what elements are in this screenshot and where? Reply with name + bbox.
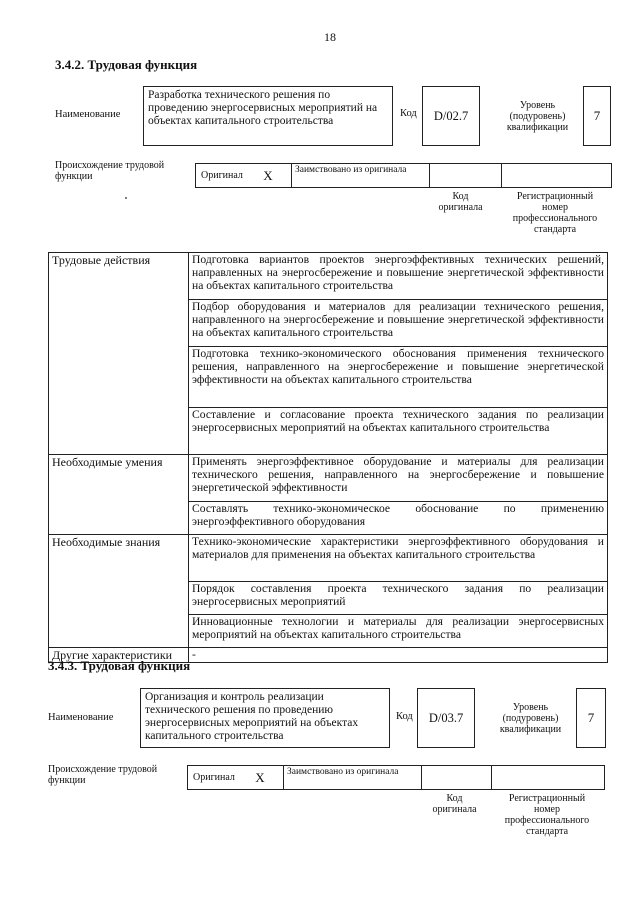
code-label: Код bbox=[400, 108, 417, 119]
name-label: Наименование bbox=[48, 712, 114, 724]
row-category: Трудовые действия bbox=[49, 253, 189, 455]
level-value-box: 7 bbox=[576, 688, 606, 748]
reg-number-caption: Регистрационный номер профессионального стандарта bbox=[504, 793, 590, 837]
code-value-box: D/03.7 bbox=[417, 688, 475, 748]
origin-row bbox=[195, 163, 612, 188]
original-mark: X bbox=[263, 167, 273, 183]
origin-row bbox=[187, 765, 605, 790]
origin-label: Происхождение трудовой функции bbox=[55, 160, 165, 182]
divider bbox=[291, 164, 292, 187]
divider bbox=[283, 766, 284, 789]
section-title: 3.4.2. Трудовая функция bbox=[55, 57, 198, 72]
function-name-box: Организация и контроль реализации технического решения по проведению энергосервисных мероприятий на объектах капитального строительства bbox=[140, 688, 390, 748]
table-item: Составление и согласование проекта технического задания по реализации энергосервисных мероприятий на объектах капитального строительства bbox=[189, 408, 608, 455]
code-value-box: D/02.7 bbox=[422, 86, 480, 146]
table-row bbox=[49, 455, 608, 502]
code-label: Код bbox=[396, 711, 413, 722]
table-item: Подбор оборудования и материалов для реализации технического решения, направленного на энергосбережение и повышение энергетической эффективности на объектах капитального строительства bbox=[189, 300, 608, 347]
function-name-box: Разработка технического решения по проведению энергосервисных мероприятий на объектах капитального строительства bbox=[143, 86, 393, 146]
original-label: Оригинал bbox=[201, 170, 243, 181]
original-label: Оригинал bbox=[193, 772, 235, 783]
table-row bbox=[49, 253, 608, 300]
table-row bbox=[49, 535, 608, 582]
level-value-box: 7 bbox=[583, 86, 611, 146]
row-category: Необходимые умения bbox=[49, 455, 189, 535]
table-item: Порядок составления проекта технического задания по реализации энергосервисных мероприятий bbox=[189, 582, 608, 615]
labor-function-table bbox=[48, 252, 608, 663]
divider bbox=[421, 766, 422, 789]
divider bbox=[501, 164, 502, 187]
origin-label: Происхождение трудовой функции bbox=[48, 764, 158, 786]
table-item: Технико-экономические характеристики энергоэффективного оборудования и материалов для применения на объектах капитального строительства bbox=[189, 535, 608, 582]
original-mark: X bbox=[255, 769, 265, 785]
origin-code-caption: Код оригинала bbox=[438, 191, 483, 213]
level-label: Уровень (подуровень) квалификации bbox=[499, 701, 562, 735]
row-category: Необходимые знания bbox=[49, 535, 189, 648]
level-label: Уровень (подуровень) квалификации bbox=[506, 99, 569, 133]
table-item: Применять энергоэффективное оборудование и материалы для реализации технического решения, направленного на энергосбережение и повышение энергетической эффективности bbox=[189, 455, 608, 502]
table-item: Составлять технико-экономическое обоснование по применению энергоэффективного оборудования bbox=[189, 502, 608, 535]
divider bbox=[429, 164, 430, 187]
table-item: Подготовка вариантов проектов энергоэффективных технических решений, направленных на энергосбережение и повышение энергетической эффективности на объектах капитального строительства bbox=[189, 253, 608, 300]
borrowed-label: Заимствовано из оригинала bbox=[295, 165, 407, 175]
reg-number-caption: Регистрационный номер профессионального стандарта bbox=[512, 191, 598, 235]
section-title: 3.4.3. Трудовая функция bbox=[48, 658, 191, 673]
table-item: - bbox=[189, 648, 608, 663]
name-label: Наименование bbox=[55, 109, 121, 121]
borrowed-label: Заимствовано из оригинала bbox=[287, 767, 399, 777]
divider bbox=[491, 766, 492, 789]
scan-speck bbox=[125, 197, 127, 199]
row-category: Другие характеристики bbox=[49, 648, 189, 663]
table-item: Подготовка технико-экономического обоснования применения технического решения, направленного на энергосбережение и повышение энергетической эффективности на объектах капитального строительства bbox=[189, 347, 608, 408]
origin-code-caption: Код оригинала bbox=[432, 793, 477, 815]
table-item: Инновационные технологии и материалы для реализации энергосервисных мероприятий на объектах капитального строительства bbox=[189, 615, 608, 648]
page-number: 18 bbox=[324, 30, 336, 44]
